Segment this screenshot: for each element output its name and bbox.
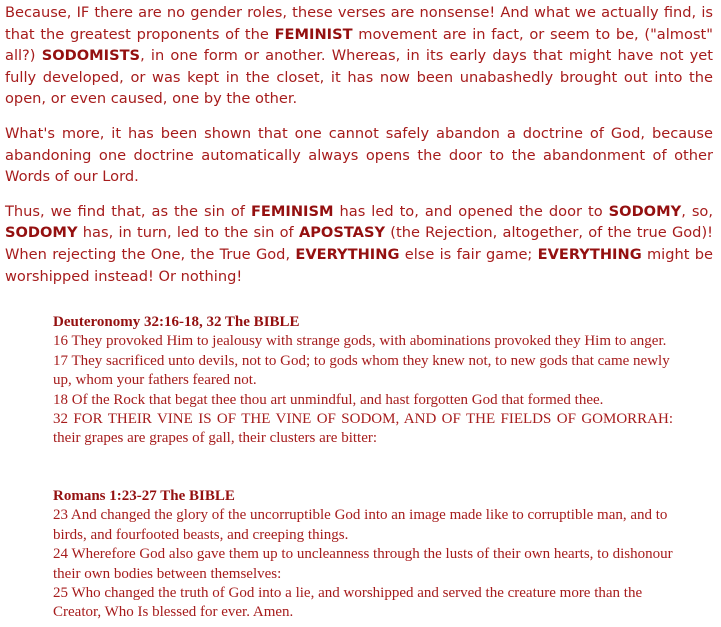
text-run: What's more, it has been shown that one cannot safely abandon a doctrine of God, because abandoning one doctrine automatically always opens the door to the abandonment of other Words of our Lord. — [5, 124, 713, 186]
scripture-reference: Romans 1:23-27 The BIBLE — [53, 488, 235, 504]
article-body — [5, 2, 713, 300]
text-run: might be worshipped instead! Or nothing! — [5, 245, 714, 285]
text-run: has, in turn, led to the sin of — [77, 224, 299, 242]
paragraph-2 — [5, 123, 713, 188]
verse: 24 Wherefore God also gave them up to uncleanness through the lusts of their own hearts, to dishonour their own bodies between themselves: — [53, 546, 673, 582]
scripture-reference: Deuteronomy 32:16-18, 32 The BIBLE — [53, 314, 300, 330]
emphasized-term: SODOMISTS — [41, 47, 141, 65]
emphasized-term: SODOMY — [5, 224, 78, 242]
scripture-quote-deuteronomy — [53, 313, 673, 449]
verse: 23 And changed the glory of the uncorruptible God into an image made like to corruptible man, and to birds, and fourfooted beasts, and creeping things. — [53, 507, 668, 543]
verse: 17 They sacrificed unto devils, not to God; to gods whom they knew not, to new gods that came newly up, whom your fathers feared not. — [53, 352, 670, 389]
verse: 16 They provoked Him to jealousy with strange gods, with abominations provoked they Him to anger. — [53, 333, 667, 350]
text-run: , so, — [681, 202, 713, 220]
verse: 25 Who changed the truth of God into a lie, and worshipped and served the creature more than the Creator, Who Is blessed for ever. Amen. — [53, 585, 643, 621]
text-run: (the Rejection, altogether, of the true God)! When rejecting the One, the True God, — [5, 224, 713, 263]
emphasized-term: EVERYTHING — [295, 245, 400, 263]
emphasized-term: SODOMY — [608, 202, 682, 220]
text-run: movement are in fact, or seem to be, ("almost" all?) — [5, 25, 713, 65]
paragraph-1 — [5, 2, 713, 110]
verse: 32 FOR THEIR VINE IS OF THE VINE OF SODOM, AND OF THE FIELDS OF GOMORRAH: their grapes are grapes of gall, their clusters are bitter: — [53, 411, 673, 447]
text-run: has led to, and opened the door to — [333, 202, 609, 220]
scripture-quote-romans — [53, 487, 673, 623]
emphasized-term: APOSTASY — [298, 224, 386, 242]
emphasized-term: EVERYTHING — [537, 245, 642, 263]
text-run: , in one form or another. Whereas, in its early days that might have not yet fully developed, or was kept in the closet, it has now been unabashedly brought out into the open, or even caused, one by the other. — [5, 47, 713, 108]
paragraph-3 — [5, 201, 713, 287]
emphasized-term: FEMINISM — [250, 202, 334, 220]
emphasized-term: FEMINIST — [274, 25, 353, 43]
text-run: Because, IF there are no gender roles, these verses are nonsense! And what we actually find, is that the greatest proponents of the — [5, 4, 713, 43]
verse: 18 Of the Rock that begat thee thou art unmindful, and hast forgotten God that formed thee. — [53, 391, 604, 408]
text-run: Thus, we find that, as the sin of — [5, 202, 251, 220]
text-run: else is fair game; — [399, 245, 538, 263]
